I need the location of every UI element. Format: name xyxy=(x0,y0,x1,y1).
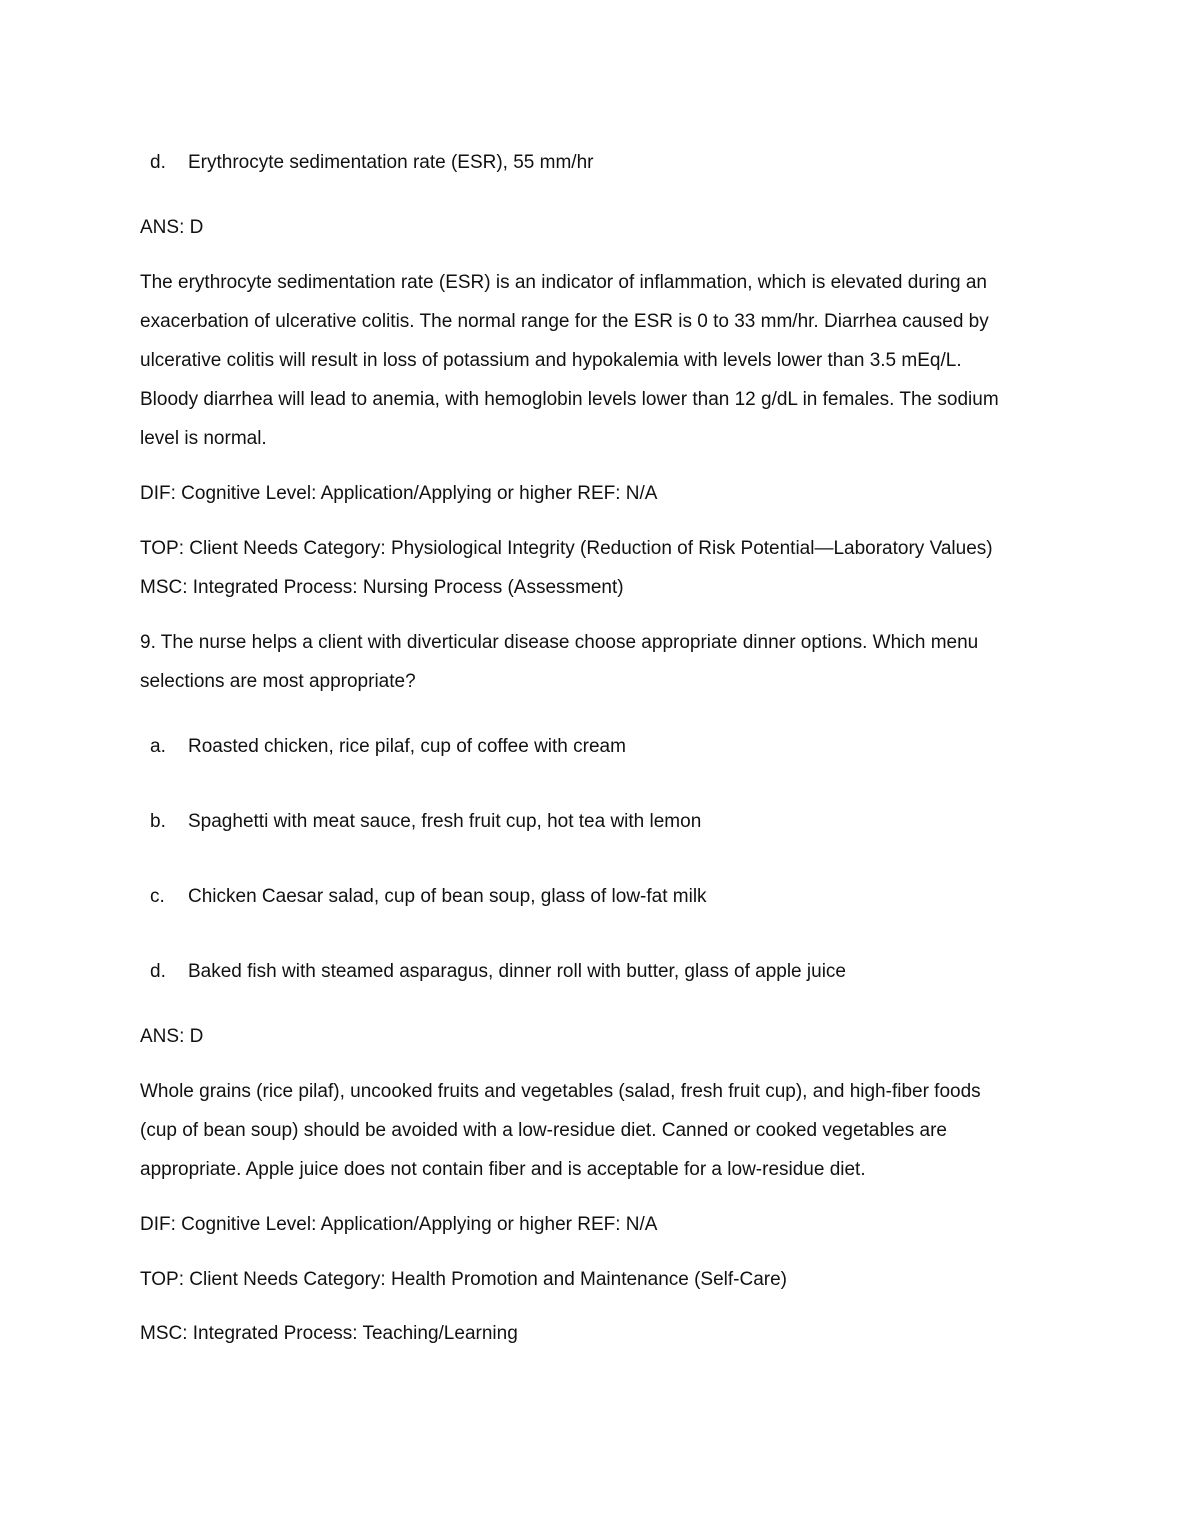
prev-rationale-line: Bloody diarrhea will lead to anemia, with hemoglobin levels lower than 12 g/dL in females. The sodium xyxy=(140,389,999,410)
prev-top: TOP: Client Needs Category: Physiological Integrity (Reduction of Risk Potential—Laboratory Values) xyxy=(140,538,993,559)
question-stem-line: selections are most appropriate? xyxy=(140,671,416,692)
rationale-line: (cup of bean soup) should be avoided with a low-residue diet. Canned or cooked vegetables are xyxy=(140,1120,947,1141)
option-letter: d. xyxy=(150,961,166,982)
rationale-line: Whole grains (rice pilaf), uncooked fruits and vegetables (salad, fresh fruit cup), and high-fiber foods xyxy=(140,1081,981,1102)
prev-msc: MSC: Integrated Process: Nursing Process (Assessment) xyxy=(140,577,624,598)
option-text: Baked fish with steamed asparagus, dinner roll with butter, glass of apple juice xyxy=(188,961,846,982)
option-letter: d. xyxy=(150,152,166,173)
msc: MSC: Integrated Process: Teaching/Learning xyxy=(140,1323,518,1344)
prev-answer: ANS: D xyxy=(140,217,204,238)
prev-rationale-line: ulcerative colitis will result in loss of potassium and hypokalemia with levels lower than 3.5 mEq/L. xyxy=(140,350,962,371)
top: TOP: Client Needs Category: Health Promotion and Maintenance (Self-Care) xyxy=(140,1269,788,1290)
prev-dif: DIF: Cognitive Level: Application/Applying or higher REF: N/A xyxy=(140,483,658,504)
dif: DIF: Cognitive Level: Application/Applying or higher REF: N/A xyxy=(140,1214,658,1235)
prev-rationale-line: level is normal. xyxy=(140,428,267,449)
option-letter: c. xyxy=(150,886,165,907)
option-text: Roasted chicken, rice pilaf, cup of coffee with cream xyxy=(188,736,626,757)
option-letter: a. xyxy=(150,736,166,757)
option-text: Chicken Caesar salad, cup of bean soup, glass of low-fat milk xyxy=(188,886,707,907)
prev-rationale-line: The erythrocyte sedimentation rate (ESR) is an indicator of inflammation, which is elevated during an xyxy=(140,272,987,293)
rationale-line: appropriate. Apple juice does not contain fiber and is acceptable for a low-residue diet. xyxy=(140,1159,866,1180)
option-text: Spaghetti with meat sauce, fresh fruit cup, hot tea with lemon xyxy=(188,811,702,832)
prev-rationale-line: exacerbation of ulcerative colitis. The normal range for the ESR is 0 to 33 mm/hr. Diarrhea caused by xyxy=(140,311,989,332)
answer: ANS: D xyxy=(140,1026,204,1047)
option-letter: b. xyxy=(150,811,166,832)
option-text: Erythrocyte sedimentation rate (ESR), 55 mm/hr xyxy=(188,152,594,173)
question-stem-line: 9. The nurse helps a client with diverticular disease choose appropriate dinner options. Which menu xyxy=(140,632,979,653)
